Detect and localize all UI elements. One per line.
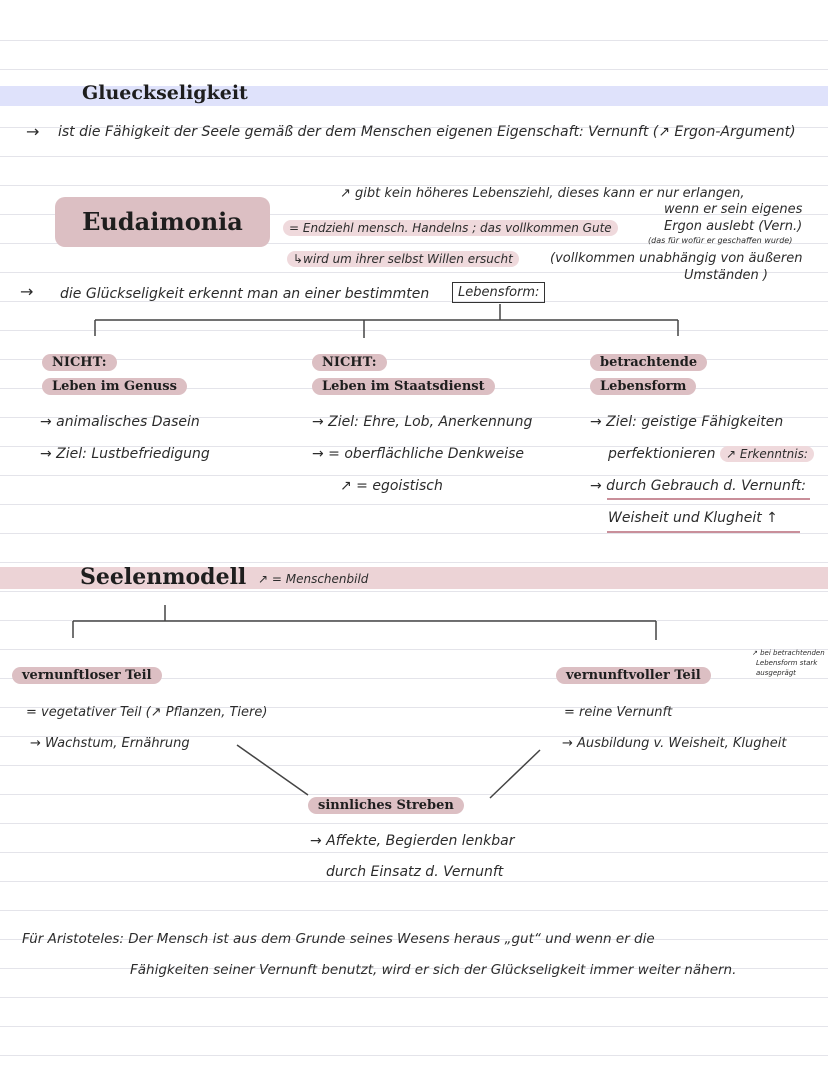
col1-title: Leben im Genuss xyxy=(42,378,187,395)
lebensform-text: die Glückseligkeit erkennt man an einer bestimmten xyxy=(60,286,430,302)
eudaimonia-note-top: ↗ gibt kein höheres Lebensziehl, dieses kann er nur erlangen, xyxy=(340,186,745,201)
col3-line-2: perfektionieren xyxy=(608,446,716,462)
col1-line-2: → Ziel: Lustbefriedigung xyxy=(40,446,210,462)
right-part-line-1: = reine Vernunft xyxy=(564,705,673,720)
lebensform-boxed: Lebensform: xyxy=(452,282,545,303)
middle-part-title: sinnliches Streben xyxy=(308,797,464,814)
col1-line-1: → animalisches Dasein xyxy=(40,414,200,430)
page-title: Glueckseligkeit xyxy=(82,82,248,104)
eudaimonia-point-1: = Endziehl mensch. Handelns ; das vollkommen Gute xyxy=(283,220,618,236)
definition-arrow: → xyxy=(26,122,40,141)
eudaimonia-note-right-1: wenn er sein eigenes xyxy=(664,202,803,217)
lebensform-arrow: → xyxy=(20,282,34,301)
middle-part-line-2: durch Einsatz d. Vernunft xyxy=(326,864,504,880)
right-part-side-note-1: ↗ bei betrachtenden xyxy=(752,649,825,657)
right-part-side-note-3: ausgeprägt xyxy=(756,669,796,677)
col3-line-4: Weisheit und Klugheit ↑ xyxy=(608,510,778,526)
definition-text: ist die Fähigkeit der Seele gemäß der dem Menschen eigenen Eigenschaft: Vernunft (↗ Ergon-Argument) xyxy=(58,124,796,140)
seelenmodell-title: Seelenmodell xyxy=(80,564,247,590)
left-part-line-2: → Wachstum, Ernährung xyxy=(30,736,190,751)
left-part-title: vernunftloser Teil xyxy=(12,667,162,684)
col3-tag: betrachtende xyxy=(590,354,707,371)
eudaimonia-note-right-small: (das für wofür er geschaffen wurde) xyxy=(648,236,793,245)
seelenmodell-subtitle: ↗ = Menschenbild xyxy=(258,572,369,586)
col1-tag: NICHT: xyxy=(42,354,117,371)
col3-badge: ↗ Erkenntnis: xyxy=(720,446,814,462)
conclusion-line-2: Fähigkeiten seiner Vernunft benutzt, wird er sich der Glückseligkeit immer weiter nähern. xyxy=(130,962,737,978)
eudaimonia-point-2-note: (vollkommen unabhängig von äußeren xyxy=(550,251,803,266)
right-part-side-note-2: Lebensform stark xyxy=(756,659,818,667)
right-part-line-2: → Ausbildung v. Weisheit, Klugheit xyxy=(562,736,787,751)
col3-line-1: → Ziel: geistige Fähigkeiten xyxy=(590,414,784,430)
col2-line-3: ↗ = egoistisch xyxy=(340,478,443,494)
conclusion-line-1: Für Aristoteles: Der Mensch ist aus dem Grunde seines Wesens heraus „gut“ und wenn er die xyxy=(22,931,655,947)
eudaimonia-point-2: ↳wird um ihrer selbst Willen ersucht xyxy=(287,251,519,267)
col3-line-3: → durch Gebrauch d. Vernunft: xyxy=(590,478,806,494)
right-part-title: vernunftvoller Teil xyxy=(556,667,711,684)
middle-part-line-1: → Affekte, Begierden lenkbar xyxy=(310,833,515,849)
left-part-line-1: = vegetativer Teil (↗ Pflanzen, Tiere) xyxy=(26,705,268,720)
col2-title: Leben im Staatsdienst xyxy=(312,378,495,395)
col3-title: Lebensform xyxy=(590,378,696,395)
col2-tag: NICHT: xyxy=(312,354,387,371)
eudaimonia-label: Eudaimonia xyxy=(55,197,270,247)
eudaimonia-note-right-2: Ergon auslebt (Vern.) xyxy=(664,219,803,234)
col2-line-1: → Ziel: Ehre, Lob, Anerkennung xyxy=(312,414,533,430)
eudaimonia-point-2-note-2: Umständen ) xyxy=(684,268,768,283)
col2-line-2: → = oberflächliche Denkweise xyxy=(312,446,525,462)
